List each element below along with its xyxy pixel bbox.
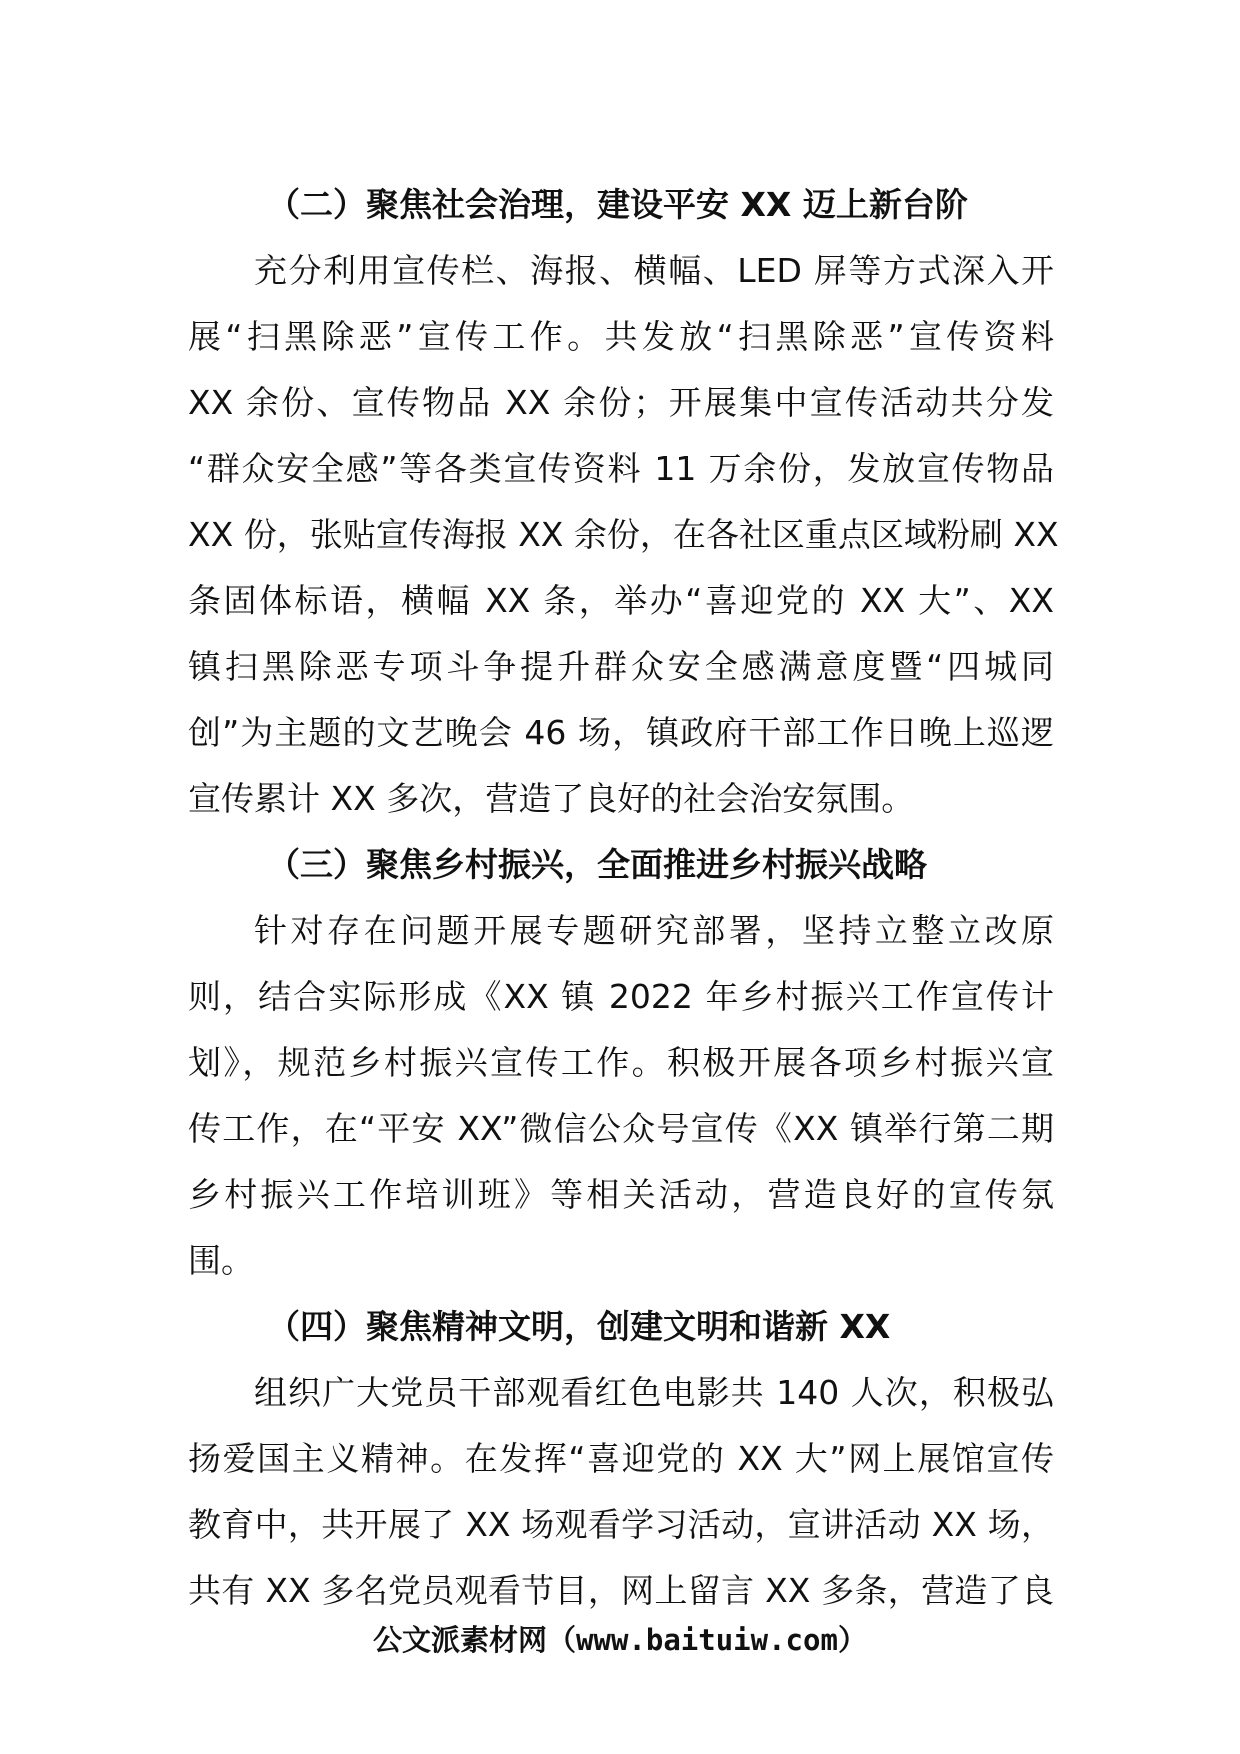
paragraph-line: 创”为主题的文艺晚会 46 场，镇政府干部工作日晚上巡逻	[188, 713, 1054, 752]
section-heading-4: （四）聚焦精神文明，创建文明和谐新 XX	[267, 1307, 891, 1346]
section-heading-2: （二）聚焦社会治理，建设平安 XX 迈上新台阶	[267, 185, 968, 224]
paragraph-line: 展“扫黑除恶”宣传工作。共发放“扫黑除恶”宣传资料	[188, 317, 1054, 356]
footer-url: （www.baituiw.com）	[547, 1623, 867, 1657]
paragraph-line: 组织广大党员干部观看红色电影共 140 人次，积极弘	[254, 1373, 1054, 1412]
paragraph-line: “群众安全感”等各类宣传资料 11 万余份，发放宣传物品	[188, 449, 1054, 488]
paragraph-line: 教育中，共开展了 XX 场观看学习活动，宣讲活动 XX 场，	[188, 1505, 1054, 1544]
section-paragraph-4	[188, 1360, 1054, 1624]
paragraph-line: 宣传累计 XX 多次，营造了良好的社会治安氛围。	[188, 779, 915, 818]
document-body	[188, 172, 1059, 1624]
paragraph-line: XX 份，张贴宣传海报 XX 余份，在各社区重点区域粉刷 XX	[188, 515, 1059, 554]
paragraph-line: 条固体标语，横幅 XX 条，举办“喜迎党的 XX 大”、XX	[188, 581, 1054, 620]
paragraph-line: 围。	[188, 1241, 254, 1280]
paragraph-line: 传工作，在“平安 XX”微信公众号宣传《XX 镇举行第二期	[188, 1109, 1054, 1148]
page-footer-watermark	[0, 1620, 1240, 1660]
paragraph-line: 共有 XX 多名党员观看节目，网上留言 XX 多条，营造了良	[188, 1571, 1054, 1610]
paragraph-line: 镇扫黑除恶专项斗争提升群众安全感满意度暨“四城同	[188, 647, 1054, 686]
section-paragraph-3	[188, 898, 1054, 1294]
paragraph-line: 扬爱国主义精神。在发挥“喜迎党的 XX 大”网上展馆宣传	[188, 1439, 1054, 1478]
paragraph-line: 针对存在问题开展专题研究部署，坚持立整立改原	[254, 911, 1054, 950]
paragraph-line: XX 余份、宣传物品 XX 余份；开展集中宣传活动共分发	[188, 383, 1054, 422]
paragraph-line: 则，结合实际形成《XX 镇 2022 年乡村振兴工作宣传计	[188, 977, 1054, 1016]
section-paragraph-2	[188, 238, 1059, 832]
section-heading-3: （三）聚焦乡村振兴，全面推进乡村振兴战略	[267, 845, 927, 884]
paragraph-line: 划》，规范乡村振兴宣传工作。积极开展各项乡村振兴宣	[188, 1043, 1054, 1082]
paragraph-line: 乡村振兴工作培训班》等相关活动，营造良好的宣传氛	[188, 1175, 1054, 1214]
footer-site-name: 公文派素材网	[373, 1623, 548, 1657]
paragraph-line: 充分利用宣传栏、海报、横幅、LED 屏等方式深入开	[254, 251, 1054, 290]
